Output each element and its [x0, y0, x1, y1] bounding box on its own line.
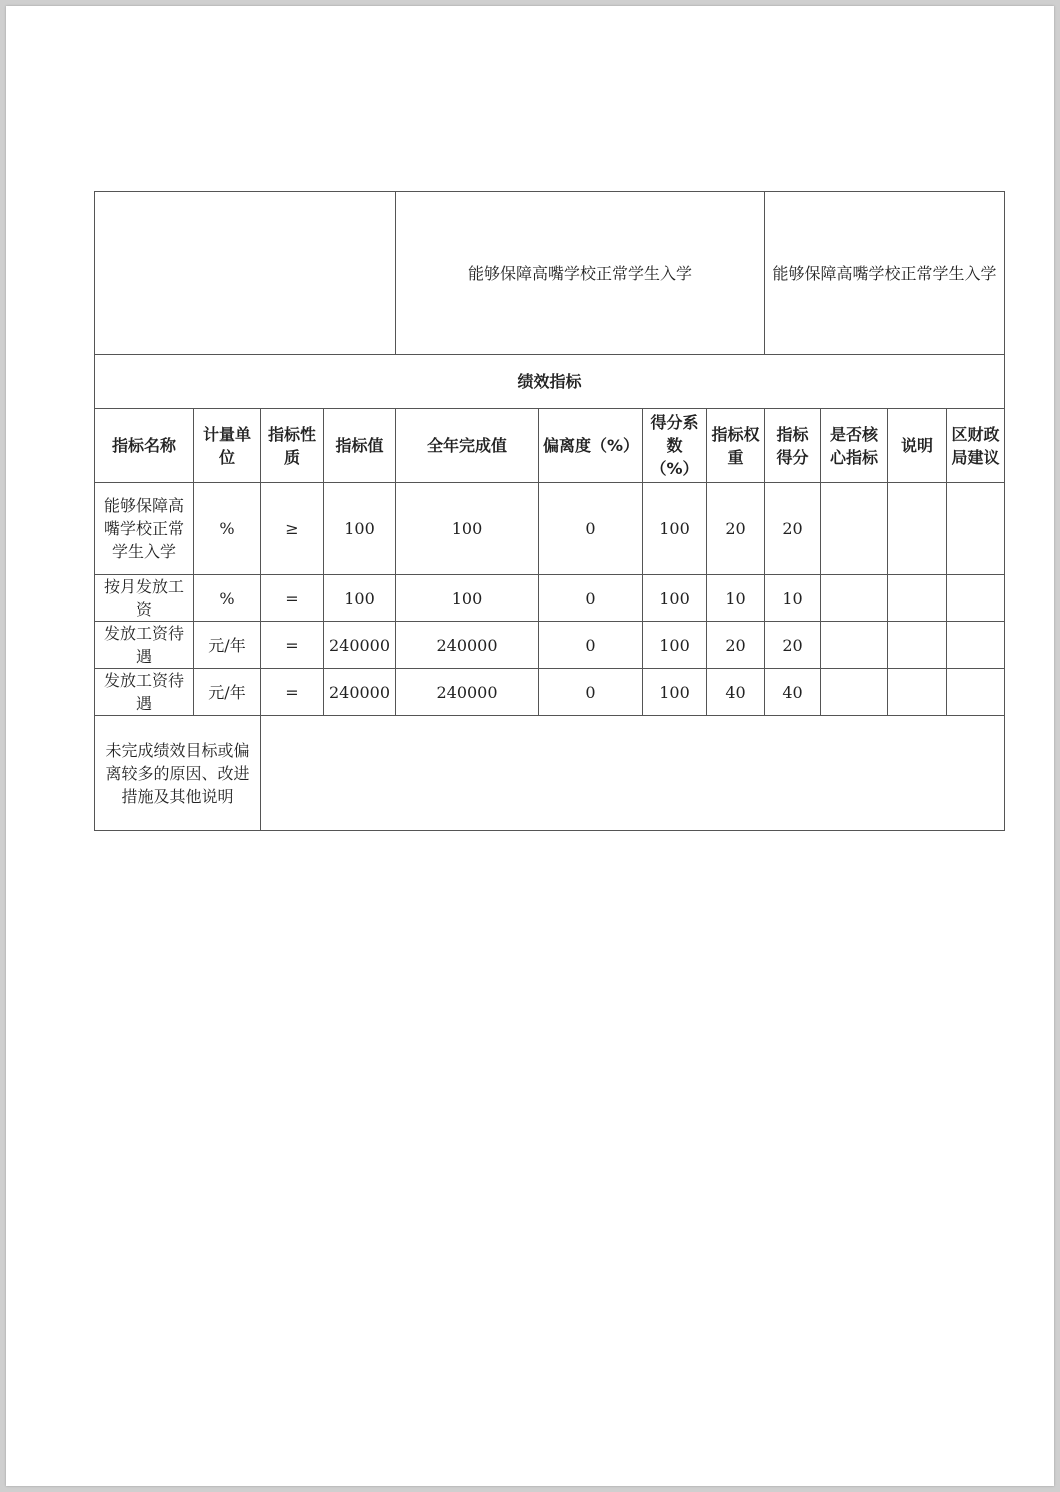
cell-deviation: 0: [539, 669, 643, 716]
header-advice: 区财政局建议: [947, 409, 1005, 483]
cell-nature: =: [261, 622, 324, 669]
cell-actual: 240000: [396, 622, 539, 669]
cell-name: 发放工资待遇: [95, 669, 194, 716]
cell-actual: 100: [396, 575, 539, 622]
cell-name: 能够保障高嘴学校正常学生入学: [95, 483, 194, 575]
header-core: 是否核心指标: [821, 409, 888, 483]
table-row: [95, 622, 1005, 669]
cell-nature: =: [261, 669, 324, 716]
cell-score: 40: [765, 669, 821, 716]
header-note: 说明: [888, 409, 947, 483]
cell-advice: [947, 622, 1005, 669]
header-nature: 指标性质: [261, 409, 324, 483]
cell-score: 20: [765, 622, 821, 669]
explanation-row: [95, 716, 1005, 831]
cell-score: 10: [765, 575, 821, 622]
cell-coefficient: 100: [643, 622, 707, 669]
cell-advice: [947, 483, 1005, 575]
table-row: [95, 669, 1005, 716]
cell-advice: [947, 669, 1005, 716]
cell-note: [888, 575, 947, 622]
cell-unit: 元/年: [194, 669, 261, 716]
cell-deviation: 0: [539, 483, 643, 575]
header-indicator-name: 指标名称: [95, 409, 194, 483]
cell-score: 20: [765, 483, 821, 575]
cell-weight: 20: [707, 622, 765, 669]
cell-actual: 100: [396, 483, 539, 575]
goal-mid-cell: 能够保障高嘴学校正常学生入学: [396, 192, 765, 355]
header-deviation: 偏离度（%）: [539, 409, 643, 483]
cell-coefficient: 100: [643, 483, 707, 575]
goal-row: [95, 192, 1005, 355]
cell-core: [821, 483, 888, 575]
explanation-label: 未完成绩效目标或偏离较多的原因、改进措施及其他说明: [95, 716, 261, 831]
cell-unit: %: [194, 483, 261, 575]
cell-weight: 10: [707, 575, 765, 622]
cell-note: [888, 622, 947, 669]
cell-core: [821, 669, 888, 716]
cell-name: 按月发放工资: [95, 575, 194, 622]
cell-core: [821, 622, 888, 669]
cell-coefficient: 100: [643, 575, 707, 622]
table-row: [95, 575, 1005, 622]
header-row: [95, 409, 1005, 483]
goal-left-cell: [95, 192, 396, 355]
cell-nature: =: [261, 575, 324, 622]
table-row: [95, 483, 1005, 575]
cell-core: [821, 575, 888, 622]
cell-weight: 40: [707, 669, 765, 716]
cell-target: 100: [324, 575, 396, 622]
header-weight: 指标权重: [707, 409, 765, 483]
cell-name: 发放工资待遇: [95, 622, 194, 669]
header-score: 指标得分: [765, 409, 821, 483]
header-unit: 计量单位: [194, 409, 261, 483]
cell-unit: 元/年: [194, 622, 261, 669]
cell-actual: 240000: [396, 669, 539, 716]
performance-table: [94, 191, 1005, 831]
cell-target: 240000: [324, 622, 396, 669]
section-title: 绩效指标: [95, 355, 1005, 409]
header-coefficient: 得分系数（%）: [643, 409, 707, 483]
cell-target: 100: [324, 483, 396, 575]
explanation-content: [261, 716, 1005, 831]
cell-weight: 20: [707, 483, 765, 575]
cell-coefficient: 100: [643, 669, 707, 716]
cell-target: 240000: [324, 669, 396, 716]
header-target: 指标值: [324, 409, 396, 483]
cell-note: [888, 483, 947, 575]
section-title-row: [95, 355, 1005, 409]
cell-unit: %: [194, 575, 261, 622]
cell-deviation: 0: [539, 575, 643, 622]
cell-nature: ≥: [261, 483, 324, 575]
cell-deviation: 0: [539, 622, 643, 669]
goal-right-cell: 能够保障高嘴学校正常学生入学: [765, 192, 1005, 355]
document-page: [6, 6, 1054, 1486]
cell-advice: [947, 575, 1005, 622]
header-actual: 全年完成值: [396, 409, 539, 483]
cell-note: [888, 669, 947, 716]
